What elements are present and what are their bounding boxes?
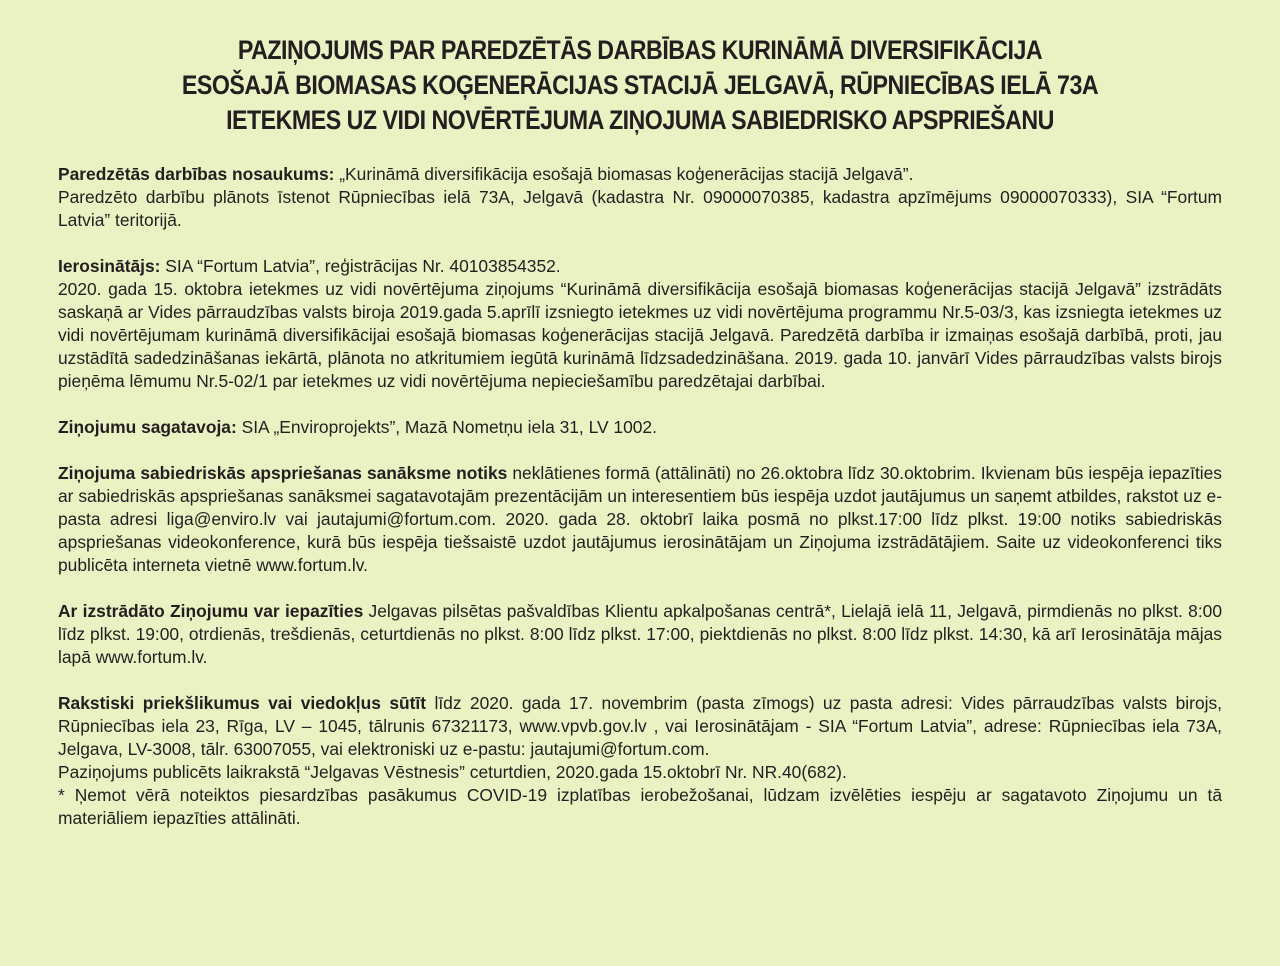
submissions-text: līdz 2020. gada 17. novembrim (pasta zīmogs) uz pasta adresi: Vides pārraudzības valsts birojs, Rūpniecības iela 23, Rīga, LV – 1045, tālrunis 67321173, www.vpvb.gov.lv , vai Ierosinātājam - SIA “Fortum Latvia”, adrese: Rūpniecības iela 73A, Jelgava, LV-3008, tālr. 63007055, vai elektroniski uz e-pastu: jautajumi@fortum.com.: [58, 693, 1223, 759]
publication-note-text: Paziņojums publicēts laikrakstā “Jelgavas Vēstnesis” ceturtdien, 2020.gada 15.oktobrī Nr. NR.40(682).: [58, 762, 847, 782]
paragraph-public-meeting: [58, 462, 1222, 577]
initiator-line: [58, 255, 1222, 278]
prepared-by-label: Ziņojumu sagatavoja:: [58, 417, 237, 437]
notice-body: [58, 163, 1222, 830]
paragraph-activity-name: [58, 163, 1222, 232]
paragraph-initiator: [58, 255, 1222, 393]
public-meeting-label: Ziņojuma sabiedriskās apspriešanas sanāksme notiks: [58, 463, 508, 483]
title-line-1: PAZIŅOJUMS PAR PAREDZĒTĀS DARBĪBAS KURINĀMĀ DIVERSIFIKĀCIJA: [237, 35, 1043, 65]
report-description-text: 2020. gada 15. oktobra ietekmes uz vidi novērtējuma ziņojums “Kurināmā diversifikācija esošajā biomasas koģenerācijas stacijā Jelgavā” izstrādāts saskaņā ar Vides pārraudzības valsts biroja 2019.gada 5.aprīlī izsniegto ietekmes uz vidi novērtējuma programmu Nr.5-03/3, kas izsniegta ietekmes uz vidi novērtējumam kurināmā diversifikācijai esošajā biomasas koģenerācijas stacijā Jelgavā. Paredzētā darbība ir izmaiņas esošajā darbībā, proti, jau uzstādītā sadedzināšanas iekārtā, plānota no atkritumiem iegūtā kurināmā līdzsadedzināšana. 2019. gada 10. janvārī Vides pārraudzības valsts birojs pieņēma lēmumu Nr.5-02/1 par ietekmes uz vidi novērtējuma nepieciešamību paredzētajai darbībai.: [58, 279, 1222, 391]
initiator-label: Ierosinātājs:: [58, 256, 161, 276]
submissions-line: [58, 692, 1222, 761]
title-line-3: IETEKMES UZ VIDI NOVĒRTĒJUMA ZIŅOJUMA SABIEDRISKO APSPRIEŠANU: [226, 105, 1054, 135]
activity-location-text: Paredzēto darbību plānots īstenot Rūpniecības ielā 73A, Jelgavā (kadastra Nr. 09000070385, kadastra apzīmējums 09000070333), SIA “Fortum Latvia” teritorijā.: [58, 187, 1222, 230]
report-access-text: Jelgavas pilsētas pašvaldības Klientu apkalpošanas centrā*, Lielajā ielā 11, Jelgavā, pirmdienās no plkst. 8:00 līdz plkst. 19:00, otrdienās, trešdienās, ceturtdienās no plkst. 8:00 līdz plkst. 17:00, piektdienās no plkst. 8:00 līdz plkst. 14:30, kā arī Ierosinātāja mājas lapā www.fortum.lv.: [58, 601, 1222, 667]
activity-name-text: „Kurināmā diversifikācija esošajā biomasas koģenerācijas stacijā Jelgavā”.: [334, 164, 914, 184]
title-line-2: ESOŠAJĀ BIOMASAS KOĢENERĀCIJAS STACIJĀ JELGAVĀ, RŪPNIECĪBAS IELĀ 73A: [181, 70, 1099, 100]
report-access-label: Ar izstrādāto Ziņojumu var iepazīties: [58, 601, 364, 621]
initiator-text: SIA “Fortum Latvia”, reģistrācijas Nr. 40103854352.: [160, 256, 561, 276]
submissions-label: Rakstiski priekšlikumus vai viedokļus sūtīt: [58, 693, 427, 713]
notice-title: [139, 33, 1140, 138]
activity-name-label: Paredzētās darbības nosaukums:: [58, 164, 335, 184]
paragraph-prepared-by: [58, 416, 1222, 439]
paragraph-submissions: [58, 692, 1222, 830]
prepared-by-text: SIA „Enviroprojekts”, Mazā Nometņu iela 31, LV 1002.: [236, 417, 657, 437]
paragraph-report-access: [58, 600, 1222, 669]
covid-note-text: * Ņemot vērā noteiktos piesardzības pasākumus COVID-19 izplatības ierobežošanai, lūdzam izvēlēties iespēju ar sagatavoto Ziņojumu un tā materiāliem iepazīties attālināti.: [58, 785, 1222, 828]
activity-name-line: [58, 163, 1222, 186]
public-meeting-text: neklātienes formā (attālināti) no 26.oktobra līdz 30.oktobrim. Ikvienam būs iespēja iepazīties ar sabiedriskās apspriešanas sanāksmei sagatavotajām prezentācijām un interesentiem būs iespēja uzdot jautājumus un saņemt atbildes, rakstot uz e-pasta adresi liga@enviro.lv vai jautajumi@fortum.com. 2020. gada 28. oktobrī laika posmā no plkst.17:00 līdz plkst. 19:00 notiks sabiedriskās apspriešanas videokonference, kurā būs iespēja tiešsaistē uzdot jautājumus ierosinātājam un Ziņojuma izstrādātājiem. Saite uz videokonferenci tiks publicēta interneta vietnē www.fortum.lv.: [58, 463, 1223, 575]
